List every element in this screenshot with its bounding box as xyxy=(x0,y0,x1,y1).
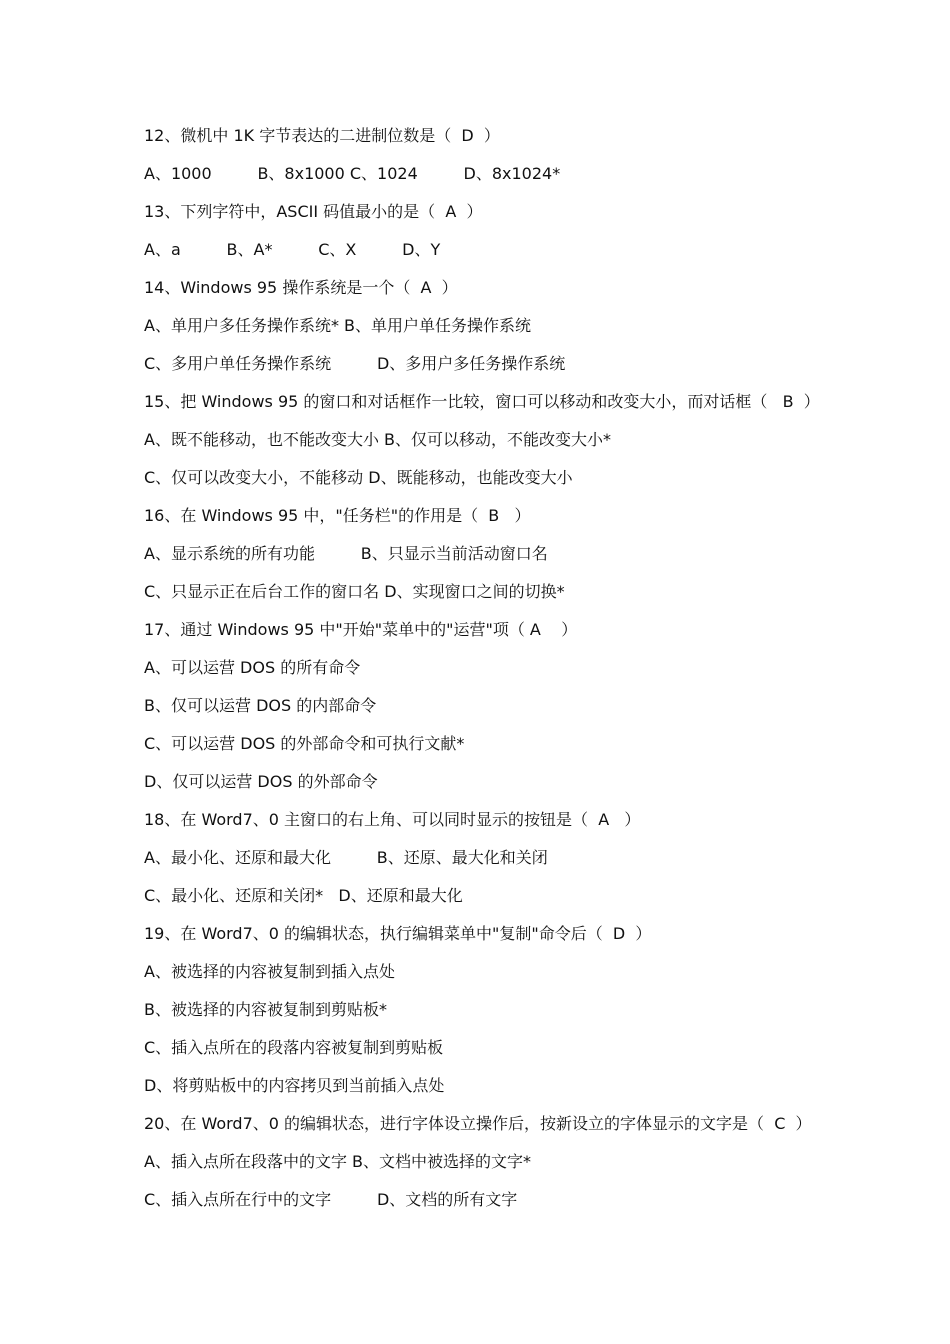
question-18-options-cd: C、最小化、还原和关闭* D、还原和最大化 xyxy=(144,886,463,905)
question-20-options-ab: A、插入点所在段落中的文字 B、文档中被选择的文字* xyxy=(144,1152,532,1171)
question-17-option-c: C、可以运营 DOS 的外部命令和可执行文献* xyxy=(144,734,465,753)
question-14-options-cd: C、多用户单任务操作系统 D、多用户多任务操作系统 xyxy=(144,354,566,373)
question-12-options: A、1000 B、8x1000 C、1024 D、8x1024* xyxy=(144,164,561,183)
question-13: 13、下列字符中，ASCII 码值最小的是（ A ） xyxy=(144,202,483,221)
question-12: 12、微机中 1K 字节表达的二进制位数是（ D ） xyxy=(144,126,500,145)
question-17-option-b: B、仅可以运营 DOS 的内部命令 xyxy=(144,696,377,715)
question-14: 14、Windows 95 操作系统是一个（ A ） xyxy=(144,278,458,297)
question-16: 16、在 Windows 95 中，"任务栏"的作用是（ B ） xyxy=(144,506,531,525)
question-17-option-a: A、可以运营 DOS 的所有命令 xyxy=(144,658,361,677)
question-20-options-cd: C、插入点所在行中的文字 D、文档的所有文字 xyxy=(144,1190,518,1209)
question-20: 20、在 Word7、0 的编辑状态，进行字体设立操作后，按新设立的字体显示的文字是（ C ） xyxy=(144,1114,812,1133)
question-17: 17、通过 Windows 95 中"开始"菜单中的"运营"项（ A ） xyxy=(144,620,578,639)
question-15-options-cd: C、仅可以改变大小，不能移动 D、既能移动，也能改变大小 xyxy=(144,468,573,487)
question-16-options-ab: A、显示系统的所有功能 B、只显示当前活动窗口名 xyxy=(144,544,548,563)
question-13-options: A、a B、A* C、X D、Y xyxy=(144,240,441,259)
question-19: 19、在 Word7、0 的编辑状态，执行编辑菜单中"复制"命令后（ D ） xyxy=(144,924,652,943)
question-15-options-ab: A、既不能移动，也不能改变大小 B、仅可以移动，不能改变大小* xyxy=(144,430,612,449)
question-14-options-ab: A、单用户多任务操作系统* B、单用户单任务操作系统 xyxy=(144,316,532,335)
question-15: 15、把 Windows 95 的窗口和对话框作一比较，窗口可以移动和改变大小，而对话框（ B ） xyxy=(144,392,820,411)
question-17-option-d: D、仅可以运营 DOS 的外部命令 xyxy=(144,772,378,791)
question-18-options-ab: A、最小化、还原和最大化 B、还原、最大化和关闭 xyxy=(144,848,548,867)
question-19-option-b: B、被选择的内容被复制到剪贴板* xyxy=(144,1000,387,1019)
question-16-options-cd: C、只显示正在后台工作的窗口名 D、实现窗口之间的切换* xyxy=(144,582,565,601)
question-19-option-c: C、插入点所在的段落内容被复制到剪贴板 xyxy=(144,1038,444,1057)
question-18: 18、在 Word7、0 主窗口的右上角、可以同时显示的按钮是（ A ） xyxy=(144,810,641,829)
question-19-option-d: D、将剪贴板中的内容拷贝到当前插入点处 xyxy=(144,1076,445,1095)
question-19-option-a: A、被选择的内容被复制到插入点处 xyxy=(144,962,395,981)
